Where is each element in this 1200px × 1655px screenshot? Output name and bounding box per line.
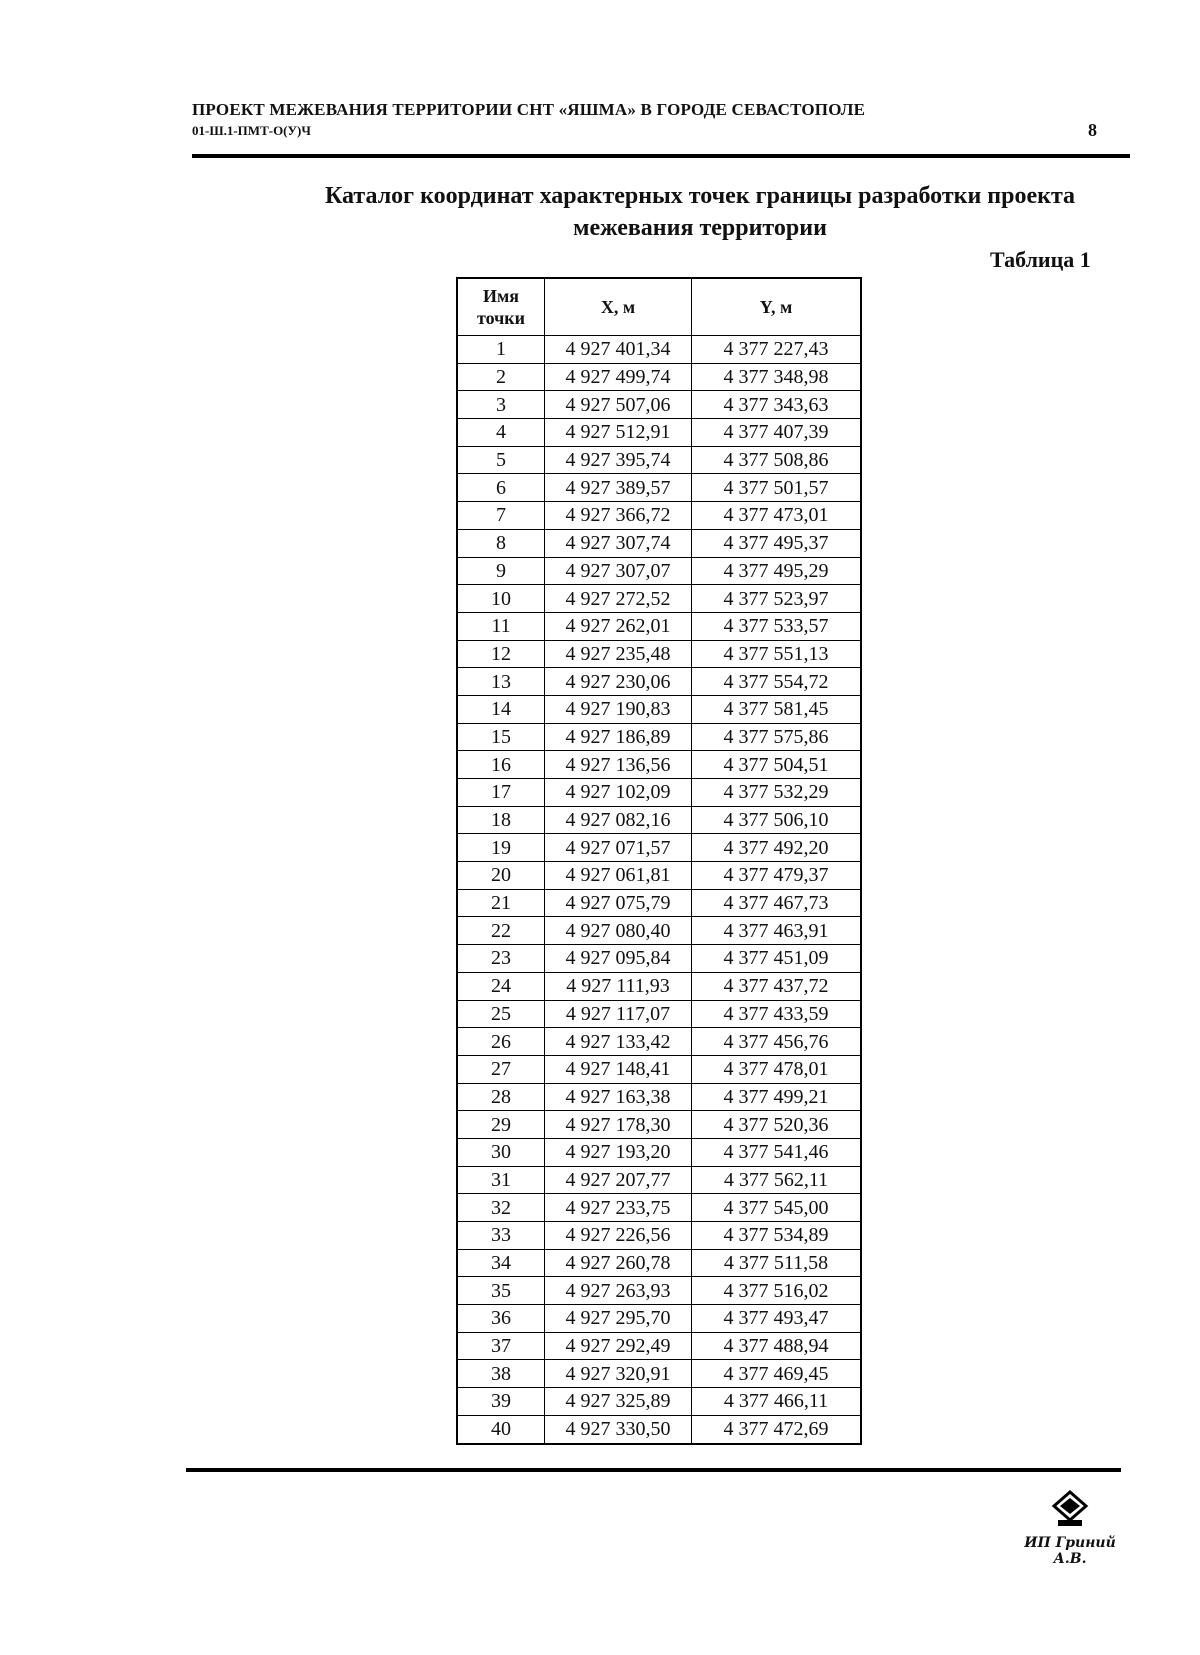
column-header-x: X, м — [545, 278, 692, 336]
cell-point-name: 40 — [457, 1415, 545, 1443]
cell-point-name: 7 — [457, 502, 545, 530]
cell-x: 4 927 133,42 — [545, 1028, 692, 1056]
cell-y: 4 377 466,11 — [692, 1388, 862, 1416]
cell-y: 4 377 451,09 — [692, 945, 862, 973]
company-logo — [1020, 1490, 1120, 1567]
cell-y: 4 377 581,45 — [692, 695, 862, 723]
cell-x: 4 927 080,40 — [545, 917, 692, 945]
cell-x: 4 927 102,09 — [545, 779, 692, 807]
cell-point-name: 8 — [457, 529, 545, 557]
cell-point-name: 24 — [457, 972, 545, 1000]
table-row — [457, 363, 861, 391]
table-row — [457, 1028, 861, 1056]
cell-point-name: 32 — [457, 1194, 545, 1222]
cell-x: 4 927 307,07 — [545, 557, 692, 585]
cell-point-name: 39 — [457, 1388, 545, 1416]
table-row — [457, 474, 861, 502]
column-header-point-name: Имя точки — [457, 278, 545, 336]
cell-y: 4 377 533,57 — [692, 612, 862, 640]
table-row — [457, 1055, 861, 1083]
table-row — [457, 391, 861, 419]
table-row — [457, 1277, 861, 1305]
cell-point-name: 14 — [457, 695, 545, 723]
cell-y: 4 377 348,98 — [692, 363, 862, 391]
table-row — [457, 1332, 861, 1360]
table-row — [457, 1194, 861, 1222]
table-row — [457, 529, 861, 557]
cell-point-name: 15 — [457, 723, 545, 751]
cell-point-name: 1 — [457, 336, 545, 364]
table-body — [457, 336, 861, 1444]
cell-y: 4 377 469,45 — [692, 1360, 862, 1388]
cell-x: 4 927 095,84 — [545, 945, 692, 973]
cell-point-name: 20 — [457, 862, 545, 890]
table-row — [457, 336, 861, 364]
table-row — [457, 1305, 861, 1333]
cell-point-name: 19 — [457, 834, 545, 862]
cell-y: 4 377 504,51 — [692, 751, 862, 779]
document-title-line2: межевания территории — [573, 215, 827, 241]
cell-point-name: 27 — [457, 1055, 545, 1083]
cell-y: 4 377 463,91 — [692, 917, 862, 945]
cell-x: 4 927 071,57 — [545, 834, 692, 862]
table-row — [457, 585, 861, 613]
cell-x: 4 927 389,57 — [545, 474, 692, 502]
table-row — [457, 1360, 861, 1388]
cell-point-name: 26 — [457, 1028, 545, 1056]
cell-point-name: 9 — [457, 557, 545, 585]
cell-y: 4 377 551,13 — [692, 640, 862, 668]
cell-y: 4 377 493,47 — [692, 1305, 862, 1333]
cell-point-name: 2 — [457, 363, 545, 391]
table-row — [457, 502, 861, 530]
cell-point-name: 33 — [457, 1222, 545, 1250]
table-header-row — [457, 278, 861, 336]
document-code: 01-Ш.1-ПМТ-О(У)Ч — [192, 123, 311, 138]
table-row — [457, 446, 861, 474]
table-row — [457, 1415, 861, 1443]
table-row — [457, 557, 861, 585]
column-header-y: Y, м — [692, 278, 862, 336]
cell-point-name: 35 — [457, 1277, 545, 1305]
cell-y: 4 377 534,89 — [692, 1222, 862, 1250]
cell-x: 4 927 207,77 — [545, 1166, 692, 1194]
table-row — [457, 1388, 861, 1416]
cell-x: 4 927 178,30 — [545, 1111, 692, 1139]
cell-x: 4 927 111,93 — [545, 972, 692, 1000]
cell-y: 4 377 511,58 — [692, 1249, 862, 1277]
cell-x: 4 927 295,70 — [545, 1305, 692, 1333]
cell-y: 4 377 495,37 — [692, 529, 862, 557]
cell-y: 4 377 562,11 — [692, 1166, 862, 1194]
cell-x: 4 927 230,06 — [545, 668, 692, 696]
table-row — [457, 945, 861, 973]
cell-x: 4 927 235,48 — [545, 640, 692, 668]
cell-y: 4 377 523,97 — [692, 585, 862, 613]
cell-point-name: 12 — [457, 640, 545, 668]
cell-y: 4 377 407,39 — [692, 419, 862, 447]
table-row — [457, 779, 861, 807]
footer-divider — [186, 1468, 1121, 1472]
table-row — [457, 862, 861, 890]
cell-point-name: 31 — [457, 1166, 545, 1194]
cell-x: 4 927 075,79 — [545, 889, 692, 917]
cell-point-name: 25 — [457, 1000, 545, 1028]
cell-x: 4 927 148,41 — [545, 1055, 692, 1083]
cell-point-name: 30 — [457, 1138, 545, 1166]
cell-point-name: 10 — [457, 585, 545, 613]
logo-emblem-icon — [1050, 1490, 1090, 1528]
cell-y: 4 377 499,21 — [692, 1083, 862, 1111]
cell-point-name: 4 — [457, 419, 545, 447]
page-number: 8 — [1088, 120, 1097, 140]
cell-x: 4 927 260,78 — [545, 1249, 692, 1277]
cell-point-name: 16 — [457, 751, 545, 779]
cell-y: 4 377 545,00 — [692, 1194, 862, 1222]
cell-y: 4 377 433,59 — [692, 1000, 862, 1028]
cell-y: 4 377 495,29 — [692, 557, 862, 585]
cell-y: 4 377 541,46 — [692, 1138, 862, 1166]
cell-x: 4 927 307,74 — [545, 529, 692, 557]
table-row — [457, 751, 861, 779]
cell-point-name: 13 — [457, 668, 545, 696]
cell-x: 4 927 263,93 — [545, 1277, 692, 1305]
table-row — [457, 917, 861, 945]
cell-x: 4 927 190,83 — [545, 695, 692, 723]
table-row — [457, 723, 861, 751]
cell-y: 4 377 456,76 — [692, 1028, 862, 1056]
cell-x: 4 927 233,75 — [545, 1194, 692, 1222]
cell-point-name: 11 — [457, 612, 545, 640]
table-row — [457, 1111, 861, 1139]
cell-point-name: 29 — [457, 1111, 545, 1139]
document-title — [260, 180, 1140, 244]
table-row — [457, 834, 861, 862]
cell-x: 4 927 082,16 — [545, 806, 692, 834]
table-row — [457, 668, 861, 696]
document-header — [192, 100, 1132, 139]
header-title: ПРОЕКТ МЕЖЕВАНИЯ ТЕРРИТОРИИ СНТ «ЯШМА» В ГОРОДЕ СЕВАСТОПОЛЕ — [192, 100, 866, 119]
table-row — [457, 889, 861, 917]
cell-x: 4 927 507,06 — [545, 391, 692, 419]
cell-y: 4 377 508,86 — [692, 446, 862, 474]
cell-x: 4 927 163,38 — [545, 1083, 692, 1111]
cell-x: 4 927 512,91 — [545, 419, 692, 447]
table-row — [457, 972, 861, 1000]
cell-point-name: 28 — [457, 1083, 545, 1111]
table-row — [457, 1166, 861, 1194]
table-label: Таблица 1 — [990, 247, 1091, 272]
cell-y: 4 377 343,63 — [692, 391, 862, 419]
header-divider — [192, 154, 1130, 158]
cell-x: 4 927 292,49 — [545, 1332, 692, 1360]
cell-x: 4 927 499,74 — [545, 363, 692, 391]
cell-y: 4 377 478,01 — [692, 1055, 862, 1083]
cell-point-name: 18 — [457, 806, 545, 834]
table-row — [457, 806, 861, 834]
cell-x: 4 927 136,56 — [545, 751, 692, 779]
cell-y: 4 377 472,69 — [692, 1415, 862, 1443]
cell-x: 4 927 117,07 — [545, 1000, 692, 1028]
cell-point-name: 34 — [457, 1249, 545, 1277]
cell-x: 4 927 061,81 — [545, 862, 692, 890]
cell-x: 4 927 262,01 — [545, 612, 692, 640]
table-row — [457, 695, 861, 723]
cell-y: 4 377 227,43 — [692, 336, 862, 364]
table-row — [457, 1222, 861, 1250]
cell-y: 4 377 516,02 — [692, 1277, 862, 1305]
table-row — [457, 1000, 861, 1028]
cell-y: 4 377 506,10 — [692, 806, 862, 834]
cell-point-name: 22 — [457, 917, 545, 945]
cell-y: 4 377 501,57 — [692, 474, 862, 502]
cell-y: 4 377 479,37 — [692, 862, 862, 890]
logo-text: ИП Гриний А.В. — [1024, 1535, 1116, 1567]
cell-y: 4 377 467,73 — [692, 889, 862, 917]
cell-x: 4 927 272,52 — [545, 585, 692, 613]
cell-x: 4 927 226,56 — [545, 1222, 692, 1250]
cell-point-name: 5 — [457, 446, 545, 474]
cell-x: 4 927 395,74 — [545, 446, 692, 474]
cell-x: 4 927 366,72 — [545, 502, 692, 530]
table-row — [457, 1138, 861, 1166]
cell-point-name: 38 — [457, 1360, 545, 1388]
cell-x: 4 927 325,89 — [545, 1388, 692, 1416]
cell-x: 4 927 330,50 — [545, 1415, 692, 1443]
table-row — [457, 1083, 861, 1111]
cell-y: 4 377 473,01 — [692, 502, 862, 530]
document-title-line1: Каталог координат характерных точек границы разработки проекта — [324, 183, 1076, 209]
cell-point-name: 21 — [457, 889, 545, 917]
cell-point-name: 23 — [457, 945, 545, 973]
coordinates-table — [456, 277, 862, 1445]
table-row — [457, 1249, 861, 1277]
cell-x: 4 927 320,91 — [545, 1360, 692, 1388]
cell-x: 4 927 193,20 — [545, 1138, 692, 1166]
cell-y: 4 377 532,29 — [692, 779, 862, 807]
table-row — [457, 419, 861, 447]
cell-y: 4 377 488,94 — [692, 1332, 862, 1360]
table-row — [457, 640, 861, 668]
table-row — [457, 612, 861, 640]
cell-y: 4 377 554,72 — [692, 668, 862, 696]
cell-point-name: 3 — [457, 391, 545, 419]
cell-y: 4 377 575,86 — [692, 723, 862, 751]
cell-point-name: 17 — [457, 779, 545, 807]
cell-y: 4 377 492,20 — [692, 834, 862, 862]
cell-point-name: 6 — [457, 474, 545, 502]
cell-y: 4 377 520,36 — [692, 1111, 862, 1139]
cell-y: 4 377 437,72 — [692, 972, 862, 1000]
cell-x: 4 927 401,34 — [545, 336, 692, 364]
cell-x: 4 927 186,89 — [545, 723, 692, 751]
cell-point-name: 37 — [457, 1332, 545, 1360]
cell-point-name: 36 — [457, 1305, 545, 1333]
